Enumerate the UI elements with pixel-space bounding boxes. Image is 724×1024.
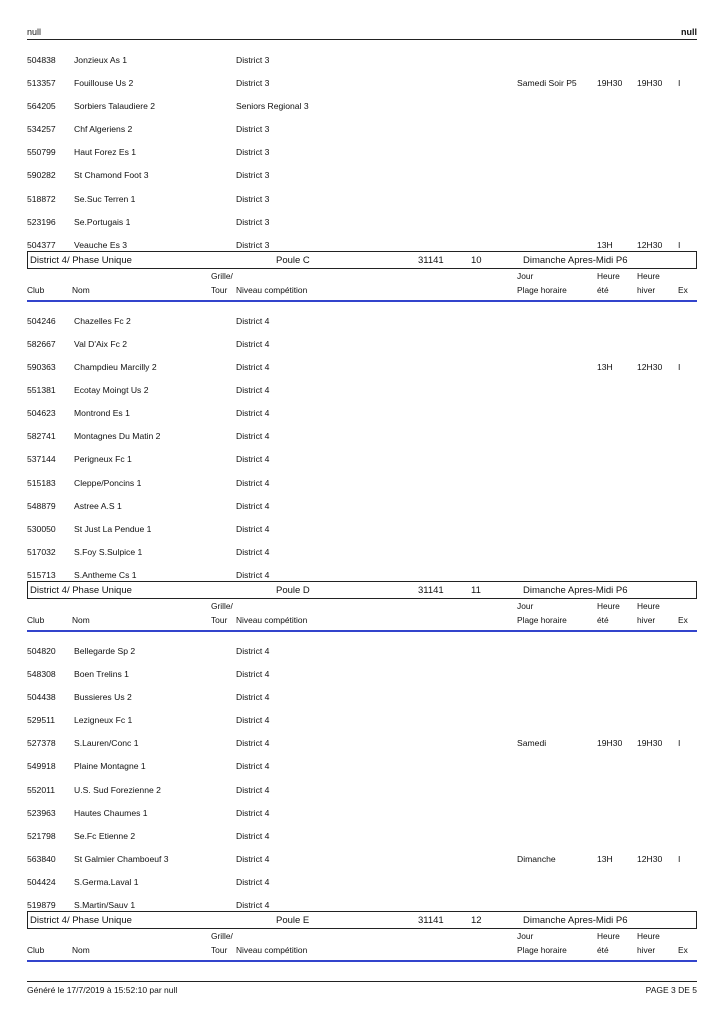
col-tour: Tour <box>211 945 228 956</box>
table-row <box>27 863 697 886</box>
club-number: 504623 <box>27 408 56 419</box>
summer-time: 13H <box>597 239 613 250</box>
competition-level: District 3 <box>236 147 270 158</box>
poule-name: Poule C <box>276 254 310 266</box>
col-niveau: Niveau compétition <box>236 284 308 295</box>
competition-level: District 3 <box>236 193 270 204</box>
club-number: 530050 <box>27 523 56 534</box>
club-number: 504246 <box>27 315 56 326</box>
competition-level: District 4 <box>236 500 270 511</box>
table-row <box>27 747 697 770</box>
club-name: Cleppe/Poncins 1 <box>74 477 142 488</box>
table-row <box>27 203 697 226</box>
table-row <box>27 417 697 440</box>
col-ete: été <box>597 945 609 956</box>
club-number: 551381 <box>27 385 56 396</box>
club-name: Ecotay Moingt Us 2 <box>74 385 149 396</box>
table-row <box>27 886 697 909</box>
club-number: 590282 <box>27 170 56 181</box>
competition-level: District 4 <box>236 784 270 795</box>
competition-level: District 4 <box>236 569 270 580</box>
col-ete: été <box>597 284 609 295</box>
col-hiver: hiver <box>637 284 656 295</box>
club-number: 527378 <box>27 738 56 749</box>
col-niveau: Niveau compétition <box>236 945 308 956</box>
table-row <box>27 510 697 533</box>
club-name: Chf Algeriens 2 <box>74 124 133 135</box>
table-row <box>27 41 697 64</box>
table-row <box>27 371 697 394</box>
club-number: 513357 <box>27 78 56 89</box>
col-grille: Grille/ <box>211 600 233 611</box>
col-grille: Grille/ <box>211 270 233 281</box>
club-name: Lezigneux Fc 1 <box>74 715 133 726</box>
club-number: 515183 <box>27 477 56 488</box>
poule-code: 31141 <box>418 915 444 927</box>
competition-level: District 4 <box>236 546 270 557</box>
competition-level: District 3 <box>236 55 270 65</box>
col-nom: Nom <box>72 284 90 295</box>
competition-level: District 4 <box>236 715 270 726</box>
competition-level: District 4 <box>236 385 270 396</box>
ex-flag: I <box>678 362 681 373</box>
club-number: 504377 <box>27 239 56 250</box>
poule-header <box>27 581 697 599</box>
club-name: St Chamond Foot 3 <box>74 170 149 181</box>
competition-level: District 4 <box>236 315 270 326</box>
winter-time: 12H30 <box>637 239 663 250</box>
competition-level: District 4 <box>236 807 270 818</box>
poule-number: 11 <box>471 584 481 596</box>
col-ex: Ex <box>678 614 688 625</box>
col-heure-ete: Heure <box>597 931 620 942</box>
col-jour: Jour <box>517 600 534 611</box>
col-ete: été <box>597 614 609 625</box>
col-heure-ete: Heure <box>597 270 620 281</box>
col-tour: Tour <box>211 284 228 295</box>
page-header <box>27 27 697 40</box>
col-heure-ete: Heure <box>597 600 620 611</box>
col-club: Club <box>27 284 45 295</box>
competition-level: District 4 <box>236 408 270 419</box>
competition-level: District 4 <box>236 523 270 534</box>
club-name: Sorbiers Talaudiere 2 <box>74 101 156 112</box>
ex-flag: I <box>678 239 681 250</box>
col-ex: Ex <box>678 945 688 956</box>
competition-level: District 4 <box>236 876 270 887</box>
club-number: 537144 <box>27 454 56 465</box>
table-row <box>27 180 697 203</box>
club-name: Se.Portugais 1 <box>74 216 131 227</box>
ex-flag: I <box>678 853 681 864</box>
col-heure-hiver: Heure <box>637 270 660 281</box>
club-number: 504424 <box>27 876 56 887</box>
poule-slot: Dimanche Apres-Midi P6 <box>523 915 628 927</box>
table-row <box>27 655 697 678</box>
poule-slot: Dimanche Apres-Midi P6 <box>523 254 628 266</box>
competition-level: District 4 <box>236 761 270 772</box>
competition-level: District 4 <box>236 362 270 373</box>
club-number: 563840 <box>27 853 56 864</box>
poule-number: 12 <box>471 915 482 927</box>
club-number: 504838 <box>27 55 56 65</box>
club-name: S.Foy S.Sulpice 1 <box>74 546 143 557</box>
competition-level: District 4 <box>236 900 270 910</box>
competition-level: District 4 <box>236 853 270 864</box>
club-number: 548879 <box>27 500 56 511</box>
club-name: Jonzieux As 1 <box>74 55 128 65</box>
poule-slot: Dimanche Apres-Midi P6 <box>523 584 628 596</box>
competition-level: District 3 <box>236 170 270 181</box>
winter-time: 12H30 <box>637 362 663 373</box>
competition-level: District 3 <box>236 239 270 250</box>
club-number: 550799 <box>27 147 56 158</box>
poule-title: District 4/ Phase Unique <box>30 915 132 927</box>
winter-time: 19H30 <box>637 738 663 749</box>
col-hiver: hiver <box>637 614 656 625</box>
col-club: Club <box>27 945 45 956</box>
club-number: 529511 <box>27 715 56 726</box>
club-number: 590363 <box>27 362 56 373</box>
club-name: Astree A.S 1 <box>74 500 122 511</box>
club-number: 519879 <box>27 900 56 910</box>
club-name: Se.Fc Etienne 2 <box>74 830 136 841</box>
poule-header <box>27 911 697 929</box>
club-name: Plaine Montagne 1 <box>74 761 146 772</box>
poule-name: Poule E <box>276 915 310 927</box>
table-row <box>27 794 697 817</box>
col-tour: Tour <box>211 614 228 625</box>
poule-number: 10 <box>471 254 482 266</box>
summer-time: 13H <box>597 853 613 864</box>
summer-time: 19H30 <box>597 78 623 89</box>
club-name: Perigneux Fc 1 <box>74 454 132 465</box>
club-number: 549918 <box>27 761 56 772</box>
poule-title: District 4/ Phase Unique <box>30 584 132 596</box>
summer-time: 19H30 <box>597 738 623 749</box>
winter-time: 12H30 <box>637 853 663 864</box>
col-plage: Plage horaire <box>517 614 567 625</box>
table-row <box>27 440 697 463</box>
club-number: 518872 <box>27 193 56 204</box>
club-name: Bussieres Us 2 <box>74 692 132 703</box>
competition-level: District 4 <box>236 477 270 488</box>
table-row <box>27 394 697 417</box>
club-number: 504438 <box>27 692 56 703</box>
footer-page-number: PAGE 3 DE 5 <box>645 985 697 995</box>
column-header <box>27 599 697 632</box>
col-niveau: Niveau compétition <box>236 614 308 625</box>
table-row <box>27 771 697 794</box>
poule-name: Poule D <box>276 584 310 596</box>
competition-level: District 4 <box>236 669 270 680</box>
table-row <box>27 632 697 655</box>
club-number: 517032 <box>27 546 56 557</box>
club-name: Hautes Chaumes 1 <box>74 807 148 818</box>
day-slot: Samedi Soir P5 <box>517 78 577 89</box>
table-row <box>27 348 697 371</box>
club-name: Bellegarde Sp 2 <box>74 645 136 656</box>
column-header <box>27 929 697 962</box>
col-heure-hiver: Heure <box>637 600 660 611</box>
document-body <box>27 41 697 962</box>
table-row <box>27 133 697 156</box>
col-hiver: hiver <box>637 945 656 956</box>
header-left: null <box>27 27 42 37</box>
club-number: 564205 <box>27 101 56 112</box>
club-number: 582741 <box>27 431 56 442</box>
club-number: 504820 <box>27 645 56 656</box>
club-name: Se.Suc Terren 1 <box>74 193 136 204</box>
club-number: 515713 <box>27 569 56 580</box>
day-slot: Samedi <box>517 738 547 749</box>
col-nom: Nom <box>72 614 90 625</box>
club-name: Veauche Es 3 <box>74 239 128 250</box>
club-name: S.Antheme Cs 1 <box>74 569 137 580</box>
ex-flag: I <box>678 738 681 749</box>
competition-level: District 4 <box>236 830 270 841</box>
poule-header <box>27 251 697 269</box>
winter-time: 19H30 <box>637 78 663 89</box>
competition-level: District 4 <box>236 431 270 442</box>
footer-generated: Généré le 17/7/2019 à 15:52:10 par null <box>27 985 178 995</box>
table-row <box>27 110 697 133</box>
col-jour: Jour <box>517 270 534 281</box>
column-header <box>27 269 697 302</box>
competition-level: District 4 <box>236 645 270 656</box>
table-row <box>27 840 697 863</box>
club-number: 521798 <box>27 830 56 841</box>
col-club: Club <box>27 614 45 625</box>
table-row <box>27 556 697 579</box>
club-name: St Galmier Chamboeuf 3 <box>74 853 169 864</box>
table-row <box>27 487 697 510</box>
competition-level: District 3 <box>236 216 270 227</box>
table-row <box>27 533 697 556</box>
table-row <box>27 817 697 840</box>
table-row <box>27 226 697 249</box>
col-heure-hiver: Heure <box>637 931 660 942</box>
table-row <box>27 724 697 747</box>
competition-level: District 3 <box>236 124 270 135</box>
poule-title: District 4/ Phase Unique <box>30 254 132 266</box>
competition-level: District 3 <box>236 78 270 89</box>
table-row <box>27 678 697 701</box>
club-name: Val D'Aix Fc 2 <box>74 338 128 349</box>
competition-level: District 4 <box>236 692 270 703</box>
table-row <box>27 464 697 487</box>
poule-code: 31141 <box>418 584 444 596</box>
col-ex: Ex <box>678 284 688 295</box>
table-row <box>27 302 697 325</box>
club-name: Chazelles Fc 2 <box>74 315 131 326</box>
club-number: 552011 <box>27 784 56 795</box>
page-footer <box>27 981 697 996</box>
table-row <box>27 64 697 87</box>
col-plage: Plage horaire <box>517 945 567 956</box>
club-name: Champdieu Marcilly 2 <box>74 362 157 373</box>
header-right: null <box>681 27 697 37</box>
competition-level: District 4 <box>236 454 270 465</box>
club-number: 582667 <box>27 338 56 349</box>
table-row <box>27 87 697 110</box>
col-plage: Plage horaire <box>517 284 567 295</box>
club-name: Montagnes Du Matin 2 <box>74 431 161 442</box>
club-name: S.Germa.Laval 1 <box>74 876 139 887</box>
day-slot: Dimanche <box>517 853 556 864</box>
table-row <box>27 156 697 179</box>
club-name: Fouillouse Us 2 <box>74 78 134 89</box>
club-name: S.Martin/Sauv 1 <box>74 900 136 910</box>
club-name: St Just La Pendue 1 <box>74 523 152 534</box>
club-name: U.S. Sud Forezienne 2 <box>74 784 161 795</box>
club-name: Boen Trelins 1 <box>74 669 129 680</box>
club-number: 523963 <box>27 807 56 818</box>
club-name: S.Lauren/Conc 1 <box>74 738 139 749</box>
poule-code: 31141 <box>418 254 444 266</box>
col-grille: Grille/ <box>211 931 233 942</box>
club-number: 548308 <box>27 669 56 680</box>
competition-level: Seniors Regional 3 <box>236 101 309 112</box>
competition-level: District 4 <box>236 738 270 749</box>
competition-level: District 4 <box>236 338 270 349</box>
club-name: Montrond Es 1 <box>74 408 130 419</box>
summer-time: 13H <box>597 362 613 373</box>
col-nom: Nom <box>72 945 90 956</box>
club-number: 534257 <box>27 124 56 135</box>
club-name: Haut Forez Es 1 <box>74 147 137 158</box>
club-number: 523196 <box>27 216 56 227</box>
ex-flag: I <box>678 78 681 89</box>
table-row <box>27 325 697 348</box>
table-row <box>27 701 697 724</box>
col-jour: Jour <box>517 931 534 942</box>
